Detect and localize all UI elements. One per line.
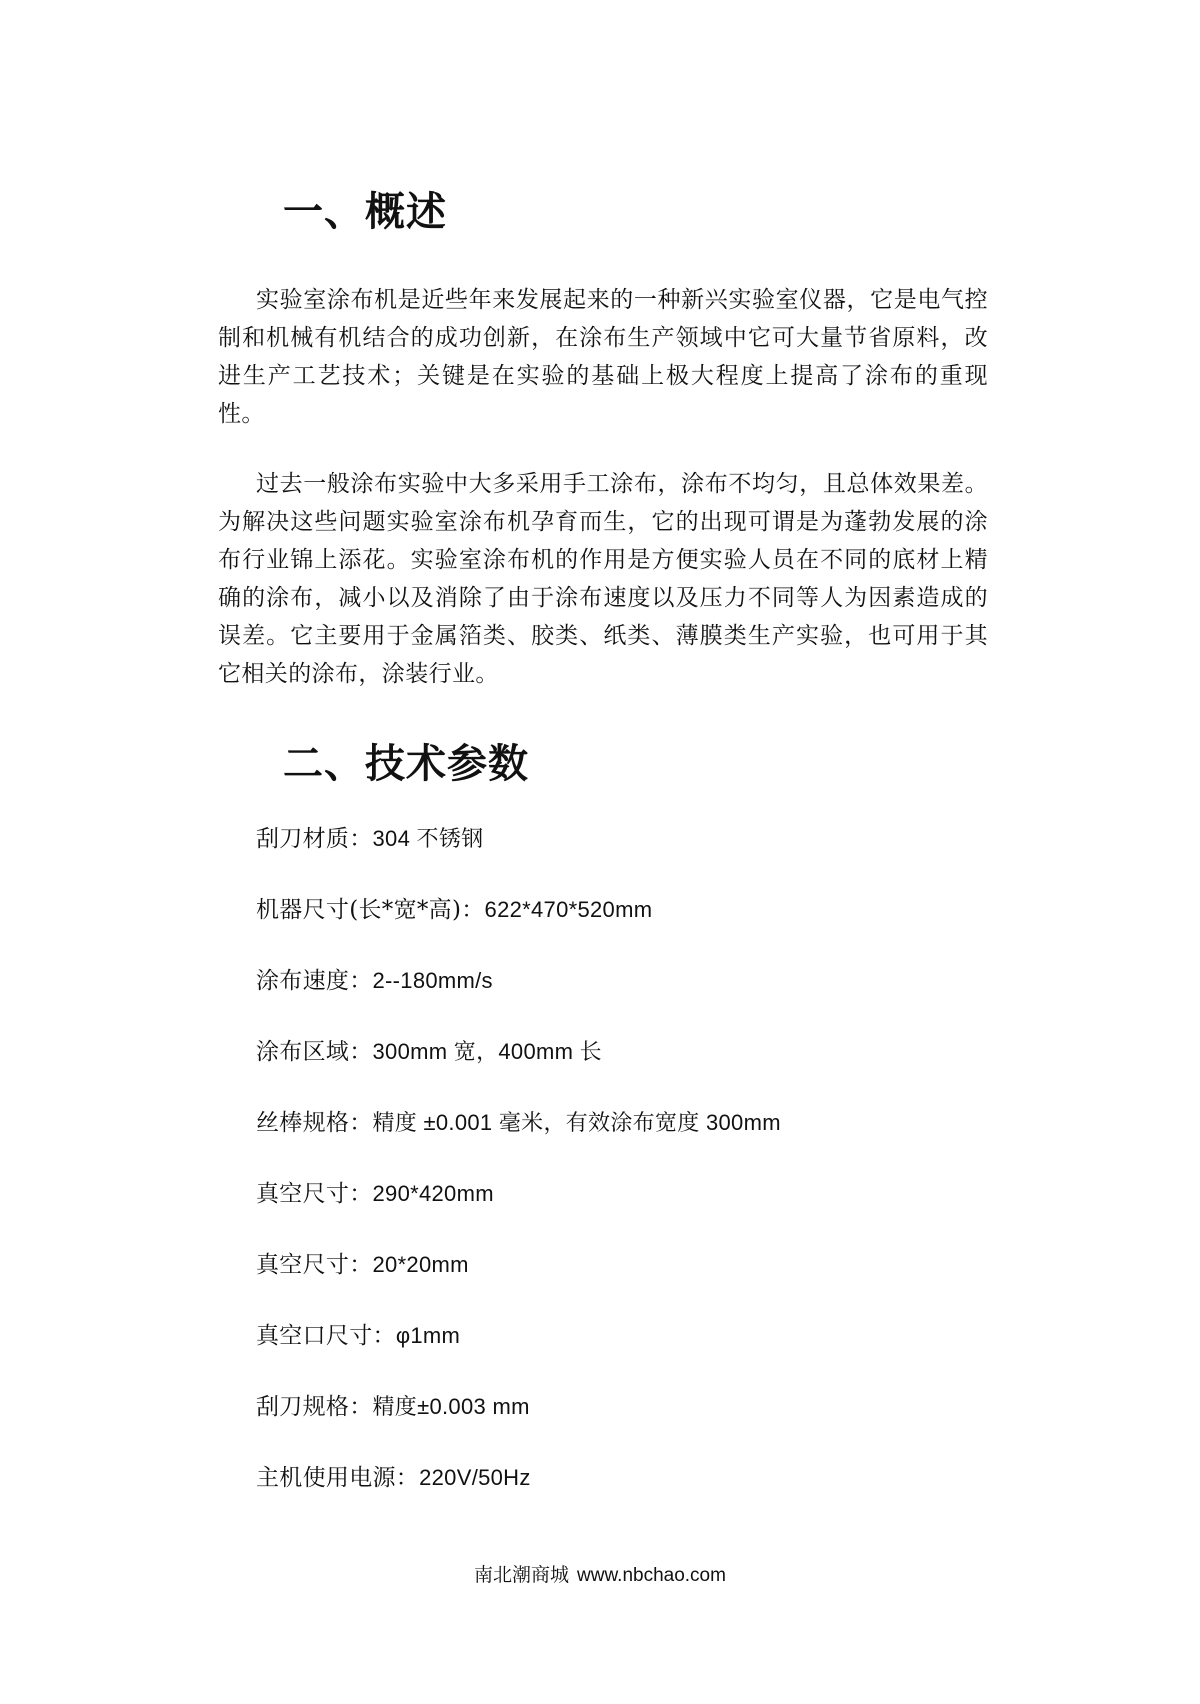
overview-paragraph: 过去一般涂布实验中大多采用手工涂布，涂布不均匀，且总体效果差。为解决这些问题实验室涂布机孕育而生，它的出现可谓是为蓬勃发展的涂布行业锦上添花。实验室涂布机的作用是方便实验人员在不同的底材上精确的涂布，减小以及消除了由于涂布速度以及压力不同等人为因素造成的误差。它主要用于金属箔类、胶类、纸类、薄膜类生产实验，也可用于其它相关的涂布，涂装行业。 — [218, 471, 988, 687]
spec-item — [256, 1106, 781, 1140]
spec-item — [256, 1035, 602, 1069]
spec-value: 300mm 宽，400mm 长 — [372, 1039, 602, 1064]
spec-label: 刮刀材质： — [256, 826, 373, 852]
section-heading-tech-params: 二、技术参数 — [283, 741, 529, 787]
spec-label: 涂布区域： — [256, 1039, 373, 1065]
spec-label: 主机使用电源： — [256, 1465, 420, 1491]
spec-item — [256, 1248, 469, 1282]
section-heading-overview: 一、概述 — [283, 189, 447, 235]
page-footer — [0, 1562, 1200, 1589]
spec-label: 丝棒规格： — [256, 1110, 373, 1136]
spec-item — [256, 1390, 530, 1424]
spec-value: 304 不锈钢 — [372, 826, 484, 851]
spec-value: 精度 ±0.001 毫米，有效涂布宽度 300mm — [372, 1110, 781, 1135]
spec-label: 真空口尺寸： — [256, 1323, 396, 1349]
spec-value: 精度±0.003 mm — [372, 1394, 530, 1419]
spec-value: 20*20mm — [372, 1252, 469, 1277]
spec-value: 2--180mm/s — [372, 968, 493, 993]
spec-label: 真空尺寸： — [256, 1181, 373, 1207]
spec-item — [256, 964, 493, 998]
spec-value: φ1mm — [395, 1323, 461, 1348]
spec-item — [256, 822, 483, 856]
spec-label: 真空尺寸： — [256, 1252, 373, 1278]
footer-url-link[interactable]: www.nbchao.com — [577, 1565, 726, 1586]
spec-item — [256, 1319, 460, 1353]
spec-value: 622*470*520mm — [484, 897, 653, 922]
spec-label: 涂布速度： — [256, 968, 373, 994]
spec-label: 刮刀规格： — [256, 1394, 373, 1420]
spec-item — [256, 893, 652, 927]
spec-label: 机器尺寸(长*宽*高)： — [256, 897, 485, 923]
footer-site-name: 南北潮商城 — [474, 1564, 570, 1586]
spec-item — [256, 1177, 494, 1211]
overview-paragraph: 实验室涂布机是近些年来发展起来的一种新兴实验室仪器，它是电气控制和机械有机结合的成功创新，在涂布生产领域中它可大量节省原料，改进生产工艺技术；关键是在实验的基础上极大程度上提高了涂布的重现性。 — [218, 287, 988, 427]
spec-value: 220V/50Hz — [419, 1465, 531, 1490]
spec-value: 290*420mm — [372, 1181, 494, 1206]
spec-item — [256, 1461, 531, 1495]
